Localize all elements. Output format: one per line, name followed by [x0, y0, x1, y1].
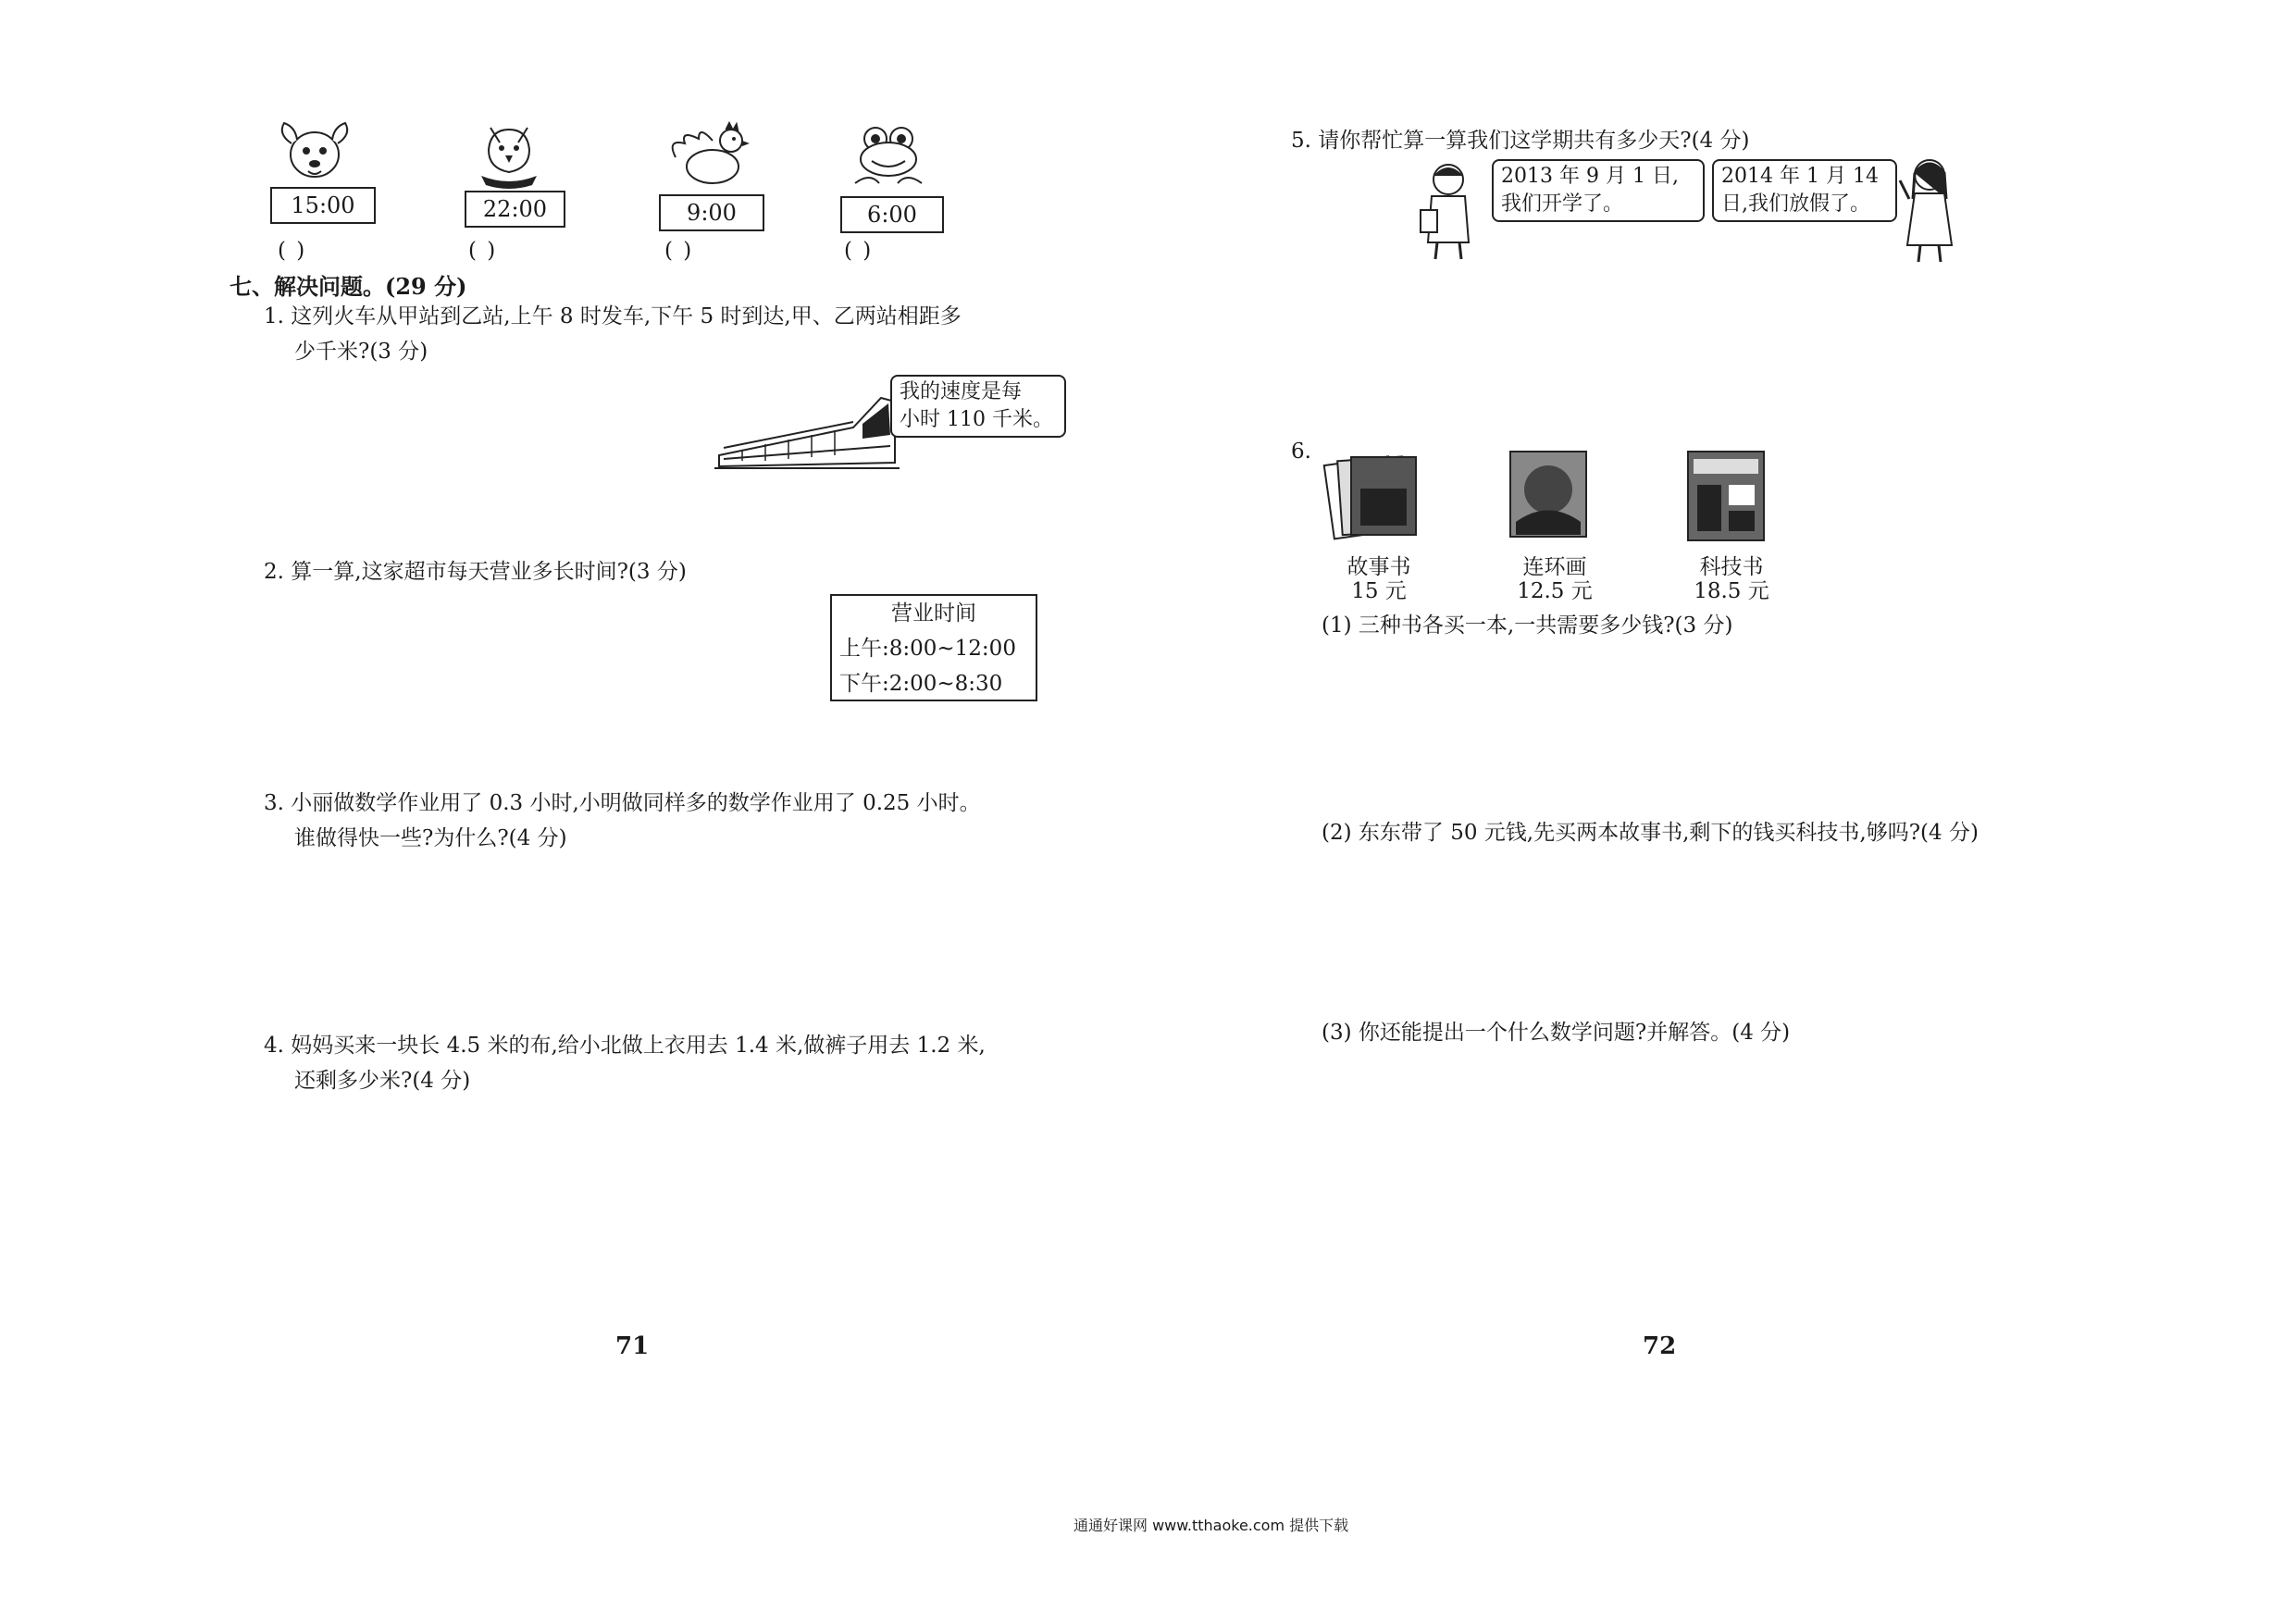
book-price: 15 元	[1351, 579, 1407, 603]
footer-credit: 通通好课网 www.tthaoke.com 提供下载	[1074, 1517, 1349, 1534]
question-3-line1: 3. 小丽做数学作业用了 0.3 小时,小明做同样多的数学作业用了 0.25 小时。	[264, 791, 981, 815]
question-1-line1: 1. 这列火车从甲站到乙站,上午 8 时发车,下午 5 时到达,甲、乙两站相距多	[264, 304, 962, 328]
business-hours-pm: 下午:2:00~8:30	[839, 672, 1003, 696]
question-4-line2: 还剩多少米?(4 分)	[294, 1069, 471, 1093]
question-3-line2: 谁做得快一些?为什么?(4 分)	[294, 826, 567, 850]
rooster-icon	[657, 120, 759, 194]
clock-time-box: 6:00	[840, 196, 944, 233]
question-6-sub1: (1) 三种书各买一本,一共需要多少钱?(3 分)	[1322, 613, 1733, 638]
answer-blank[interactable]: ( )	[844, 239, 874, 263]
dog-icon	[273, 116, 356, 190]
business-hours-am: 上午:8:00~12:00	[839, 637, 1016, 661]
comic-book-icon	[1507, 448, 1590, 540]
girl-speech-bubble: 2014 年 1 月 14 日,我们放假了。	[1712, 159, 1897, 222]
train-icon	[714, 390, 900, 474]
answer-blank[interactable]: ( )	[278, 239, 307, 263]
question-1-line2: 少千米?(3 分)	[294, 340, 428, 364]
question-5-line1: 5. 请你帮忙算一算我们这学期共有多少天?(4 分)	[1291, 129, 1750, 153]
book-price: 12.5 元	[1517, 579, 1593, 603]
answer-blank[interactable]: ( )	[664, 239, 694, 263]
question-4-line1: 4. 妈妈买来一块长 4.5 米的布,给小北做上衣用去 1.4 米,做裤子用去 1.2 米,	[264, 1034, 986, 1058]
business-hours-box	[830, 594, 1037, 701]
question-2-line1: 2. 算一算,这家超市每天营业多长时间?(3 分)	[264, 560, 687, 584]
book-name: 故事书	[1347, 555, 1411, 579]
section-title: 七、解决问题。(29 分)	[230, 273, 467, 300]
boy-icon	[1411, 159, 1485, 261]
book-name: 科技书	[1699, 555, 1764, 579]
book-price: 18.5 元	[1694, 579, 1769, 603]
business-hours-title: 营业时间	[891, 601, 976, 626]
train-speech-bubble: 我的速度是每 小时 110 千米。	[890, 375, 1066, 438]
clock-time-box: 9:00	[659, 194, 764, 231]
page-number-left: 71	[615, 1332, 650, 1360]
question-6-sub3: (3) 你还能提出一个什么数学问题?并解答。(4 分)	[1322, 1021, 1791, 1045]
science-book-icon	[1684, 448, 1768, 544]
bird-icon	[463, 120, 555, 194]
frog-icon	[842, 120, 935, 194]
clock-time-box: 15:00	[270, 187, 376, 224]
book-name: 连环画	[1522, 555, 1587, 579]
page-number-right: 72	[1643, 1332, 1677, 1360]
answer-blank[interactable]: ( )	[468, 239, 498, 263]
question-6-sub2: (2) 东东带了 50 元钱,先买两本故事书,剩下的钱买科技书,够吗?(4 分)	[1322, 821, 1979, 845]
clock-time-box: 22:00	[465, 191, 565, 228]
story-book-icon	[1323, 452, 1425, 544]
question-6-num: 6.	[1291, 440, 1311, 464]
girl-icon	[1893, 153, 1967, 264]
boy-speech-bubble: 2013 年 9 月 1 日, 我们开学了。	[1492, 159, 1705, 222]
